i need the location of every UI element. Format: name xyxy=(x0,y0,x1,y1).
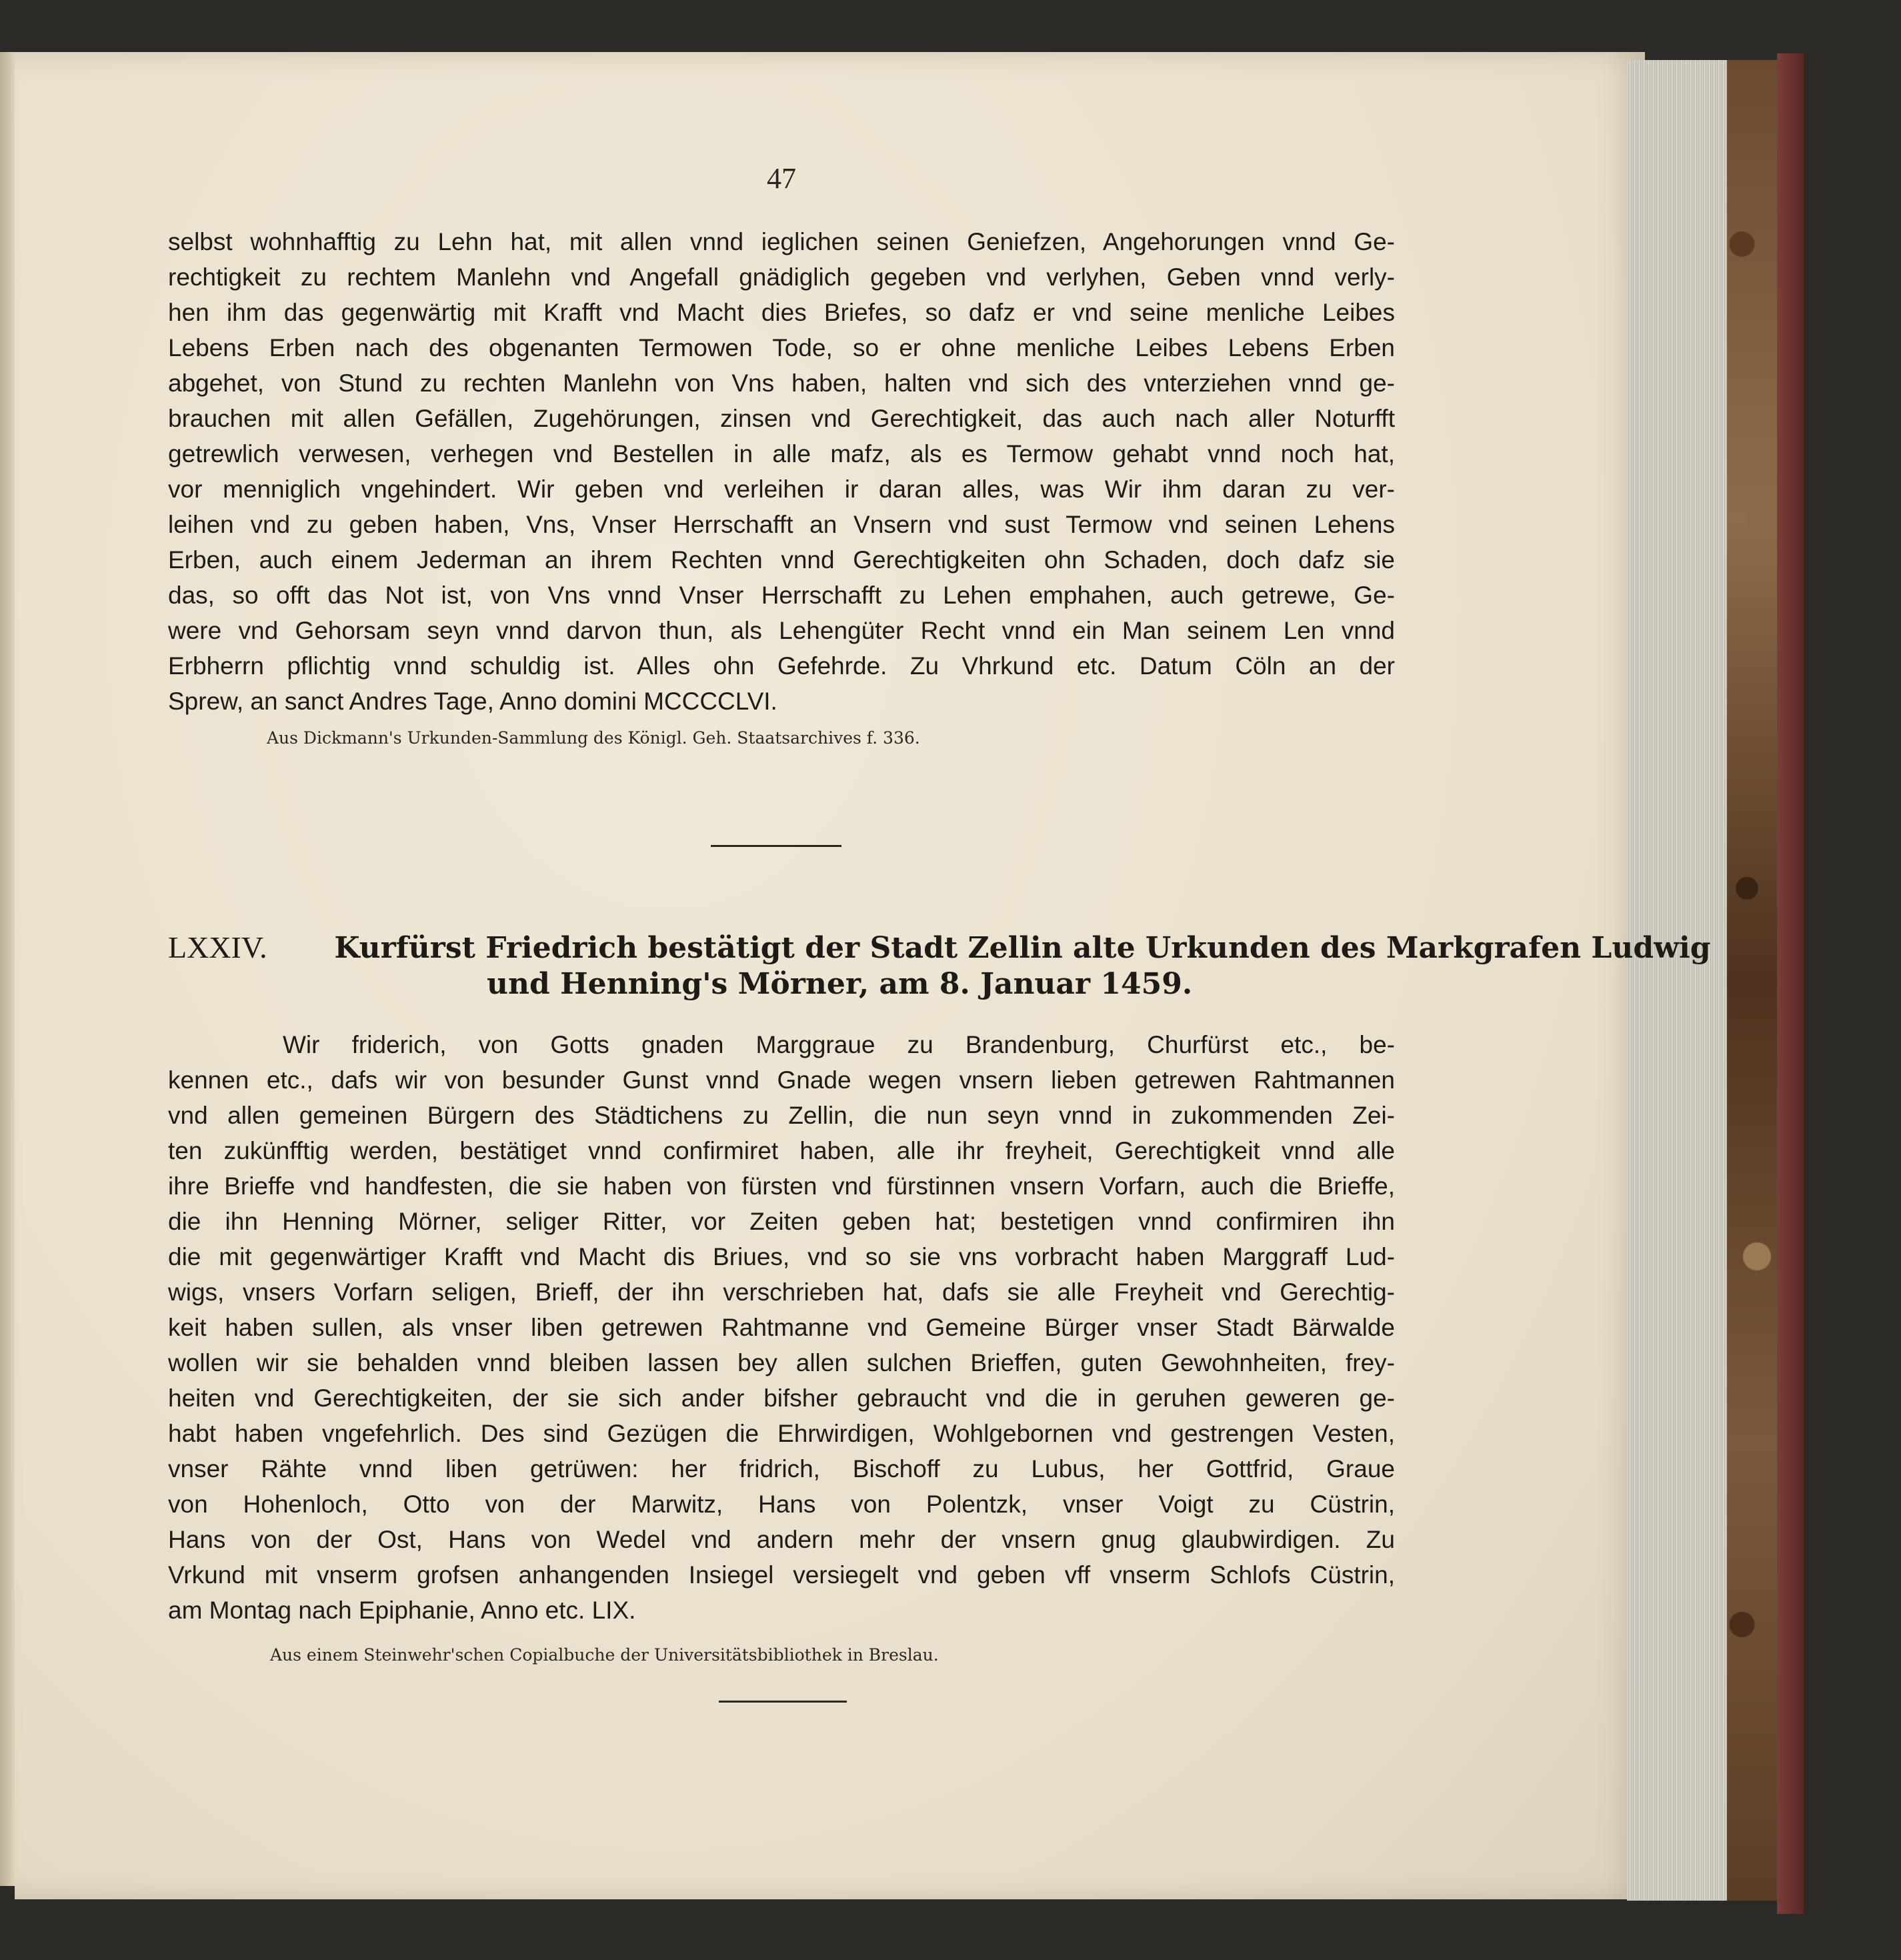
text-line: vnd allen gemeinen Bürgern des Städtichens zu Zellin, die nun seyn vnnd in zukommenden Zei- xyxy=(168,1102,1395,1129)
heading-line-2: und Henning's Mörner, am 8. Januar 1459. xyxy=(487,967,1193,1001)
section-divider-2 xyxy=(719,1701,847,1703)
text-line: Lebens Erben nach des obgenanten Termowen Tode, so er ohne menliche Leibes Lebens Erben xyxy=(168,334,1395,361)
text-line: ten zukünfftig werden, bestätiget vnnd confirmiret haben, alle ihr freyheit, Gerechtigkeit vnnd alle xyxy=(168,1137,1395,1164)
text-line: ihre Brieffe vnd handfesten, die sie haben von fürsten vnd fürstinnen vnsern Vorfarn, auch die Brieffe, xyxy=(168,1172,1395,1200)
text-line: heiten vnd Gerechtigkeiten, der sie sich ander bifsher gebraucht vnd die in geruhen geweren ge- xyxy=(168,1384,1395,1412)
text-line: selbst wohnhafftig zu Lehn hat, mit allen vnnd ieglichen seinen Geniefzen, Angehorungen vnnd Ge- xyxy=(168,228,1395,255)
text-line: Erbherrn pflichtig vnnd schuldig ist. Alles ohn Gefehrde. Zu Vhrkund etc. Datum Cöln an der xyxy=(168,652,1395,680)
text-line: am Montag nach Epiphanie, Anno etc. LIX. xyxy=(168,1597,636,1624)
text-line: vnser Rähte vnnd liben getrüwen: her fridrich, Bischoff zu Lubus, her Gottfrid, Graue xyxy=(168,1455,1395,1483)
marbled-board xyxy=(1727,60,1777,1901)
text-line: kennen etc., dafs wir von besunder Gunst vnnd Gnade wegen vnsern lieben getrewen Rahtmannen xyxy=(168,1066,1395,1094)
text-line: keit haben sullen, als vnser liben getrewen Rahtmanne vnd Gemeine Bürger vnser Stadt Bärwalde xyxy=(168,1314,1395,1341)
text-line: hen ihm das gegenwärtig mit Krafft vnd Macht dies Briefes, so dafz er vnd seine menliche Leibes xyxy=(168,299,1395,326)
text-line: Wir friderich, von Gotts gnaden Marggraue zu Brandenburg, Churfürst etc., be- xyxy=(283,1031,1395,1058)
section-divider-1 xyxy=(711,845,841,847)
text-line: getrewlich verwesen, verhegen vnd Bestellen in alle mafz, als es Termow gehabt vnnd noch hat, xyxy=(168,440,1395,467)
text-line: wigs, vnsers Vorfarn seligen, Brieff, der ihn verschrieben hat, dafs sie alle Freyheit vnd Gerechtig- xyxy=(168,1278,1395,1306)
text-line: wollen wir sie behalden vnnd bleiben lassen bey allen sulchen Brieffen, guten Gewohnheiten, frey- xyxy=(168,1349,1395,1376)
left-page-edge xyxy=(0,52,15,1886)
page-stack-edge xyxy=(1627,60,1727,1901)
text-line: die ihn Henning Mörner, seliger Ritter, vor Zeiten geben hat; bestetigen vnnd confirmiren ihn xyxy=(168,1208,1395,1235)
text-line: Vrkund mit vnserm grofsen anhangenden Insiegel versiegelt vnd geben vff vnserm Schlofs Cüstrin, xyxy=(168,1561,1395,1589)
section-heading xyxy=(168,930,1710,965)
book-cover-edge xyxy=(1777,53,1804,1914)
page-number: 47 xyxy=(767,162,796,195)
text-line: Sprew, an sanct Andres Tage, Anno domini MCCCCLVI. xyxy=(168,688,777,715)
document-text xyxy=(168,1027,1395,1628)
text-line: habt haben vngefehrlich. Des sind Gezügen die Ehrwirdigen, Wohlgebornen vnd gestrengen Vesten, xyxy=(168,1420,1395,1447)
text-line: were vnd Gehorsam seyn vnnd darvon thun, als Lehengüter Recht vnnd ein Man seinem Len vnnd xyxy=(168,617,1395,644)
text-line: Hans von der Ost, Hans von Wedel vnd andern mehr der vnsern gnug glaubwirdigen. Zu xyxy=(168,1526,1395,1553)
text-line: vor menniglich vngehindert. Wir geben vnd verleihen ir daran alles, was Wir ihm daran zu ver- xyxy=(168,475,1395,503)
text-line: rechtigkeit zu rechtem Manlehn vnd Angefall gnädiglich gegeben vnd verlyhen, Geben vnnd verly- xyxy=(168,263,1395,291)
paragraph-continued xyxy=(168,224,1395,719)
text-line: das, so offt das Not ist, von Vns vnnd Vnser Herrschafft zu Lehen emphahen, auch getrewe, Ge- xyxy=(168,582,1395,609)
section-number: LXXIV. xyxy=(168,930,267,964)
text-line: die mit gegenwärtiger Krafft vnd Macht dis Briues, vnd so sie vns vorbracht haben Marggraff Lud- xyxy=(168,1243,1395,1270)
heading-line-1: Kurfürst Friedrich bestätigt der Stadt Zellin alte Urkunden des Markgrafen Ludwig xyxy=(334,931,1711,965)
text-line: leihen vnd zu geben haben, Vns, Vnser Herrschafft an Vnsern vnd sust Termow vnd seinen Lehens xyxy=(168,511,1395,538)
text-line: brauchen mit allen Gefällen, Zugehörungen, zinsen vnd Gerechtigkeit, das auch nach aller Noturfft xyxy=(168,405,1395,432)
text-line: abgehet, von Stund zu rechten Manlehn von Vns haben, halten vnd sich des vnterziehen vnnd ge- xyxy=(168,369,1395,397)
source-note-1: Aus Dickmann's Urkunden-Sammlung des Königl. Geh. Staatsarchives f. 336. xyxy=(267,728,920,748)
source-note-2: Aus einem Steinwehr'schen Copialbuche der Universitätsbibliothek in Breslau. xyxy=(270,1645,939,1665)
text-line: Erben, auch einem Jederman an ihrem Rechten vnnd Gerechtigkeiten ohn Schaden, doch dafz sie xyxy=(168,546,1395,574)
text-line: von Hohenloch, Otto von der Marwitz, Hans von Polentzk, vnser Voigt zu Cüstrin, xyxy=(168,1491,1395,1518)
